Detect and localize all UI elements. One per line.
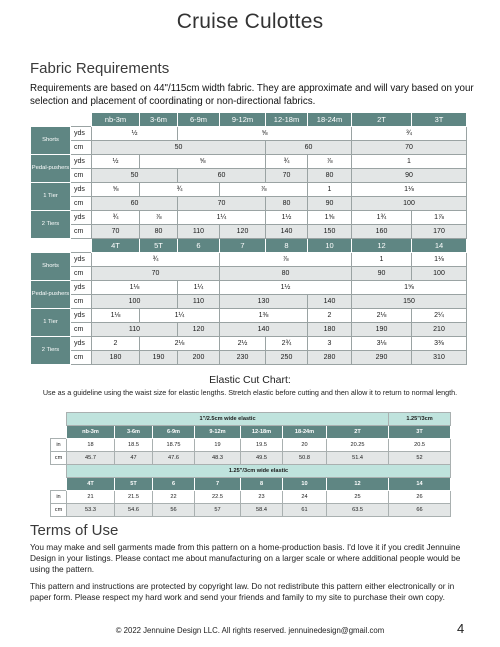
centimeter-cell: 230 bbox=[220, 351, 266, 365]
centimeter-cell: 150 bbox=[308, 225, 352, 239]
centimeter-cell: 120 bbox=[178, 323, 220, 337]
elastic-cm-cell: 53.3 bbox=[67, 504, 115, 517]
yardage-cell: ½ bbox=[92, 155, 140, 169]
row-spacer bbox=[51, 413, 67, 426]
centimeter-row bbox=[31, 295, 467, 309]
inches-cell: 18.75 bbox=[153, 439, 195, 452]
yardage-cell: ⅝ bbox=[92, 183, 140, 197]
inches-cell: 23 bbox=[241, 491, 283, 504]
elastic-cm-cell: 47 bbox=[115, 452, 153, 465]
yardage-cell: 2½ bbox=[220, 337, 266, 351]
elastic-cm-cell: 57 bbox=[195, 504, 241, 517]
inches-cell: 21.5 bbox=[115, 491, 153, 504]
inches-cell: 26 bbox=[389, 491, 451, 504]
yardage-cell: 1¼ bbox=[140, 309, 220, 323]
unit-label: in bbox=[51, 439, 67, 452]
yardage-cell: 1⅛ bbox=[412, 253, 467, 267]
unit-label: cm bbox=[71, 267, 92, 281]
elastic-size-cell: 6 bbox=[153, 478, 195, 491]
fabric-intro: Requirements are based on 44"/115cm width fabric. They are approximate and will vary based on your selection and placement of coordinating or non-directional fabrics. bbox=[30, 83, 474, 107]
centimeter-cell: 110 bbox=[92, 323, 178, 337]
yards-row bbox=[31, 253, 467, 267]
garment-option-label: 2 Tiers bbox=[31, 211, 71, 239]
centimeter-cell: 70 bbox=[266, 169, 308, 183]
size-header-cell: 2T bbox=[352, 113, 412, 127]
size-header-cell: 18-24m bbox=[308, 113, 352, 127]
yardage-cell: 2 bbox=[308, 309, 352, 323]
size-header-cell: 4T bbox=[92, 239, 140, 253]
centimeter-cell: 80 bbox=[140, 225, 178, 239]
inches-cell: 20.25 bbox=[327, 439, 389, 452]
centimeter-cell: 60 bbox=[266, 141, 352, 155]
yardage-cell: 2¾ bbox=[266, 337, 308, 351]
size-header-cell: 3T bbox=[412, 113, 467, 127]
centimeter-row bbox=[31, 351, 467, 365]
inches-cell: 19 bbox=[195, 439, 241, 452]
yardage-cell: ⅞ bbox=[308, 155, 352, 169]
yardage-cell: 1¼ bbox=[178, 211, 266, 225]
yardage-cell: 1⅛ bbox=[92, 281, 178, 295]
inches-row bbox=[51, 439, 451, 452]
elastic-size-cell: 7 bbox=[195, 478, 241, 491]
page-number: 4 bbox=[457, 621, 465, 636]
centimeter-cell: 110 bbox=[178, 295, 220, 309]
garment-option-label: Shorts bbox=[31, 127, 71, 155]
centimeter-cell: 60 bbox=[92, 197, 178, 211]
yardage-cell: 1⅝ bbox=[352, 281, 467, 295]
elastic-width-label: 1.25"/3cm wide elastic bbox=[67, 465, 451, 478]
elastic-width-row bbox=[51, 465, 451, 478]
elastic-cm-row bbox=[51, 504, 451, 517]
yardage-cell: ½ bbox=[92, 127, 178, 141]
unit-label: yds bbox=[71, 281, 92, 295]
elastic-size-cell: nb-3m bbox=[67, 426, 115, 439]
centimeter-cell: 90 bbox=[352, 267, 412, 281]
elastic-cm-cell: 45.7 bbox=[67, 452, 115, 465]
centimeter-cell: 140 bbox=[220, 323, 308, 337]
copyright-footer: © 2022 Jennuine Design LLC. All rights reserved. jennuinedesign@gmail.com bbox=[115, 626, 385, 635]
yardage-cell: 1¼ bbox=[178, 281, 220, 295]
yardage-cell: 1½ bbox=[220, 281, 352, 295]
elastic-size-cell: 8 bbox=[241, 478, 283, 491]
size-header-row bbox=[31, 239, 467, 253]
elastic-size-cell: 3-6m bbox=[115, 426, 153, 439]
yards-row bbox=[31, 183, 467, 197]
centimeter-cell: 100 bbox=[92, 295, 178, 309]
centimeter-cell: 90 bbox=[352, 169, 467, 183]
centimeter-cell: 70 bbox=[352, 141, 467, 155]
yards-row bbox=[31, 127, 467, 141]
elastic-size-row bbox=[51, 426, 451, 439]
centimeter-row bbox=[31, 267, 467, 281]
terms-paragraph-1: You may make and sell garments made from this pattern on a home-production basis. I'd love it if you credit Jennuine Design in your listings. Please contact me about manufacturing on a larger scale or where additional people would be using the pattern. bbox=[30, 542, 461, 574]
centimeter-cell: 190 bbox=[352, 323, 412, 337]
unit-label: cm bbox=[71, 197, 92, 211]
centimeter-cell: 50 bbox=[92, 141, 266, 155]
garment-option-label: 2 Tiers bbox=[31, 337, 71, 365]
unit-label: cm bbox=[71, 225, 92, 239]
size-header-cell: 5T bbox=[140, 239, 178, 253]
centimeter-cell: 140 bbox=[308, 295, 352, 309]
elastic-cm-cell: 49.5 bbox=[241, 452, 283, 465]
yards-row bbox=[31, 281, 467, 295]
garment-option-label: Pedal-pushers bbox=[31, 155, 71, 183]
centimeter-cell: 170 bbox=[412, 225, 467, 239]
centimeter-cell: 250 bbox=[266, 351, 308, 365]
size-header-cell: 14 bbox=[412, 239, 467, 253]
elastic-cm-cell: 58.4 bbox=[241, 504, 283, 517]
yardage-cell: 1 bbox=[352, 253, 412, 267]
elastic-size-cell: 10 bbox=[283, 478, 327, 491]
centimeter-cell: 200 bbox=[178, 351, 220, 365]
inches-cell: 18.5 bbox=[115, 439, 153, 452]
yardage-cell: ⅝ bbox=[178, 127, 352, 141]
yardage-cell: 1⅝ bbox=[308, 211, 352, 225]
unit-label: cm bbox=[71, 141, 92, 155]
unit-label: yds bbox=[71, 309, 92, 323]
centimeter-cell: 160 bbox=[352, 225, 412, 239]
fabric-requirements-table bbox=[30, 112, 467, 365]
size-header-cell: 12-18m bbox=[266, 113, 308, 127]
inches-cell: 22 bbox=[153, 491, 195, 504]
unit-label: yds bbox=[71, 253, 92, 267]
centimeter-cell: 80 bbox=[308, 169, 352, 183]
elastic-cm-cell: 48.3 bbox=[195, 452, 241, 465]
centimeter-row bbox=[31, 225, 467, 239]
centimeter-cell: 70 bbox=[92, 225, 140, 239]
centimeter-cell: 130 bbox=[220, 295, 308, 309]
yards-row bbox=[31, 309, 467, 323]
unit-label: yds bbox=[71, 337, 92, 351]
row-spacer bbox=[51, 478, 67, 491]
centimeter-cell: 50 bbox=[92, 169, 178, 183]
elastic-size-cell: 4T bbox=[67, 478, 115, 491]
centimeter-cell: 70 bbox=[178, 197, 266, 211]
elastic-size-cell: 14 bbox=[389, 478, 451, 491]
garment-option-label: Pedal-pushers bbox=[31, 281, 71, 309]
centimeter-cell: 80 bbox=[266, 197, 308, 211]
centimeter-cell: 210 bbox=[412, 323, 467, 337]
elastic-cm-row bbox=[51, 452, 451, 465]
unit-label: in bbox=[51, 491, 67, 504]
size-header-cell: 12 bbox=[352, 239, 412, 253]
size-header-cell: 8 bbox=[266, 239, 308, 253]
yardage-cell: ¾ bbox=[140, 183, 220, 197]
centimeter-cell: 100 bbox=[412, 267, 467, 281]
inches-cell: 20 bbox=[283, 439, 327, 452]
size-header-cell: 9-12m bbox=[220, 113, 266, 127]
row-spacer bbox=[51, 426, 67, 439]
yardage-cell: 1⅜ bbox=[220, 309, 308, 323]
elastic-chart-title: Elastic Cut Chart: bbox=[209, 374, 291, 386]
terms-paragraph-2: This pattern and instructions are protected by copyright law. Do not redistribute this pattern either electronically or in paper form. Please respect my hard work and send your friends and family to my site to purchase their own copy. bbox=[30, 581, 455, 602]
size-header-cell: 10 bbox=[308, 239, 352, 253]
yardage-cell: 3 bbox=[308, 337, 352, 351]
unit-label: cm bbox=[71, 351, 92, 365]
header-spacer bbox=[31, 239, 92, 253]
yardage-cell: 1⅞ bbox=[412, 211, 467, 225]
unit-label: yds bbox=[71, 127, 92, 141]
unit-label: yds bbox=[71, 183, 92, 197]
size-header-cell: 7 bbox=[220, 239, 266, 253]
inches-cell: 18 bbox=[67, 439, 115, 452]
inches-cell: 20.5 bbox=[389, 439, 451, 452]
centimeter-row bbox=[31, 323, 467, 337]
size-header-cell: nb-3m bbox=[92, 113, 140, 127]
elastic-cm-cell: 50.8 bbox=[283, 452, 327, 465]
elastic-width-row bbox=[51, 413, 451, 426]
yardage-cell: 1⅛ bbox=[92, 309, 140, 323]
centimeter-cell: 60 bbox=[178, 169, 266, 183]
fabric-heading: Fabric Requirements bbox=[30, 60, 170, 77]
centimeter-cell: 140 bbox=[266, 225, 308, 239]
yardage-cell: 2⅛ bbox=[140, 337, 220, 351]
yardage-cell: 3⅛ bbox=[352, 337, 412, 351]
row-spacer bbox=[51, 465, 67, 478]
centimeter-cell: 80 bbox=[220, 267, 352, 281]
centimeter-cell: 180 bbox=[92, 351, 140, 365]
page-title: Cruise Culottes bbox=[176, 10, 324, 33]
elastic-size-cell: 5T bbox=[115, 478, 153, 491]
yardage-cell: 1 bbox=[308, 183, 352, 197]
unit-label: cm bbox=[71, 295, 92, 309]
centimeter-cell: 90 bbox=[308, 197, 352, 211]
yardage-cell: 1⅛ bbox=[352, 183, 467, 197]
inches-cell: 24 bbox=[283, 491, 327, 504]
centimeter-cell: 310 bbox=[412, 351, 467, 365]
elastic-size-cell: 6-9m bbox=[153, 426, 195, 439]
yards-row bbox=[31, 155, 467, 169]
unit-label: yds bbox=[71, 211, 92, 225]
yardage-cell: ¾ bbox=[92, 211, 140, 225]
unit-label: cm bbox=[71, 169, 92, 183]
elastic-cm-cell: 63.5 bbox=[327, 504, 389, 517]
elastic-cm-cell: 56 bbox=[153, 504, 195, 517]
yardage-cell: ¾ bbox=[266, 155, 308, 169]
elastic-cm-cell: 61 bbox=[283, 504, 327, 517]
header-spacer bbox=[31, 113, 92, 127]
yardage-cell: ¾ bbox=[352, 127, 467, 141]
elastic-cm-cell: 47.6 bbox=[153, 452, 195, 465]
centimeter-cell: 290 bbox=[352, 351, 412, 365]
yards-row bbox=[31, 337, 467, 351]
yardage-cell: ⅞ bbox=[220, 183, 308, 197]
size-header-row bbox=[31, 113, 467, 127]
elastic-size-cell: 2T bbox=[327, 426, 389, 439]
yardage-cell: 1½ bbox=[266, 211, 308, 225]
inches-cell: 21 bbox=[67, 491, 115, 504]
inches-cell: 19.5 bbox=[241, 439, 283, 452]
elastic-cm-cell: 51.4 bbox=[327, 452, 389, 465]
elastic-cm-cell: 52 bbox=[389, 452, 451, 465]
garment-option-label: 1 Tier bbox=[31, 183, 71, 211]
centimeter-cell: 110 bbox=[178, 225, 220, 239]
centimeter-cell: 120 bbox=[220, 225, 266, 239]
inches-cell: 25 bbox=[327, 491, 389, 504]
unit-label: cm bbox=[51, 452, 67, 465]
centimeter-row bbox=[31, 141, 467, 155]
yardage-cell: 1¾ bbox=[352, 211, 412, 225]
centimeter-cell: 150 bbox=[352, 295, 467, 309]
unit-label: cm bbox=[51, 504, 67, 517]
yardage-cell: 1 bbox=[352, 155, 467, 169]
yardage-cell: 2¼ bbox=[412, 309, 467, 323]
yards-row bbox=[31, 211, 467, 225]
size-header-cell: 6-9m bbox=[178, 113, 220, 127]
yardage-cell: ⅞ bbox=[220, 253, 352, 267]
centimeter-cell: 280 bbox=[308, 351, 352, 365]
elastic-chart-note: Use as a guideline using the waist size for elastic lengths. Stretch elastic before cutting and then allow it to return to normal length. bbox=[42, 388, 458, 397]
size-header-cell: 3-6m bbox=[140, 113, 178, 127]
unit-label: yds bbox=[71, 155, 92, 169]
yardage-cell: ⅞ bbox=[140, 211, 178, 225]
elastic-cm-cell: 54.6 bbox=[115, 504, 153, 517]
yardage-cell: ⅝ bbox=[140, 155, 266, 169]
centimeter-cell: 100 bbox=[352, 197, 467, 211]
garment-option-label: Shorts bbox=[31, 253, 71, 281]
elastic-size-cell: 18-24m bbox=[283, 426, 327, 439]
size-header-cell: 6 bbox=[178, 239, 220, 253]
centimeter-row bbox=[31, 197, 467, 211]
inches-row bbox=[51, 491, 451, 504]
elastic-cm-cell: 66 bbox=[389, 504, 451, 517]
yardage-cell: 3⅜ bbox=[412, 337, 467, 351]
unit-label: cm bbox=[71, 323, 92, 337]
garment-option-label: 1 Tier bbox=[31, 309, 71, 337]
elastic-width-label: 1"/2.5cm wide elastic bbox=[67, 413, 389, 426]
yardage-cell: 2⅛ bbox=[352, 309, 412, 323]
elastic-size-cell: 3T bbox=[389, 426, 451, 439]
elastic-size-cell: 12 bbox=[327, 478, 389, 491]
elastic-size-row bbox=[51, 478, 451, 491]
elastic-cut-table bbox=[50, 412, 451, 517]
terms-heading: Terms of Use bbox=[30, 522, 119, 539]
centimeter-cell: 70 bbox=[92, 267, 220, 281]
centimeter-cell: 180 bbox=[308, 323, 352, 337]
elastic-size-cell: 9-12m bbox=[195, 426, 241, 439]
elastic-width-label: 1.25"/3cm bbox=[389, 413, 451, 426]
yardage-cell: 2 bbox=[92, 337, 140, 351]
elastic-size-cell: 12-18m bbox=[241, 426, 283, 439]
inches-cell: 22.5 bbox=[195, 491, 241, 504]
centimeter-cell: 190 bbox=[140, 351, 178, 365]
centimeter-row bbox=[31, 169, 467, 183]
yardage-cell: ¾ bbox=[92, 253, 220, 267]
